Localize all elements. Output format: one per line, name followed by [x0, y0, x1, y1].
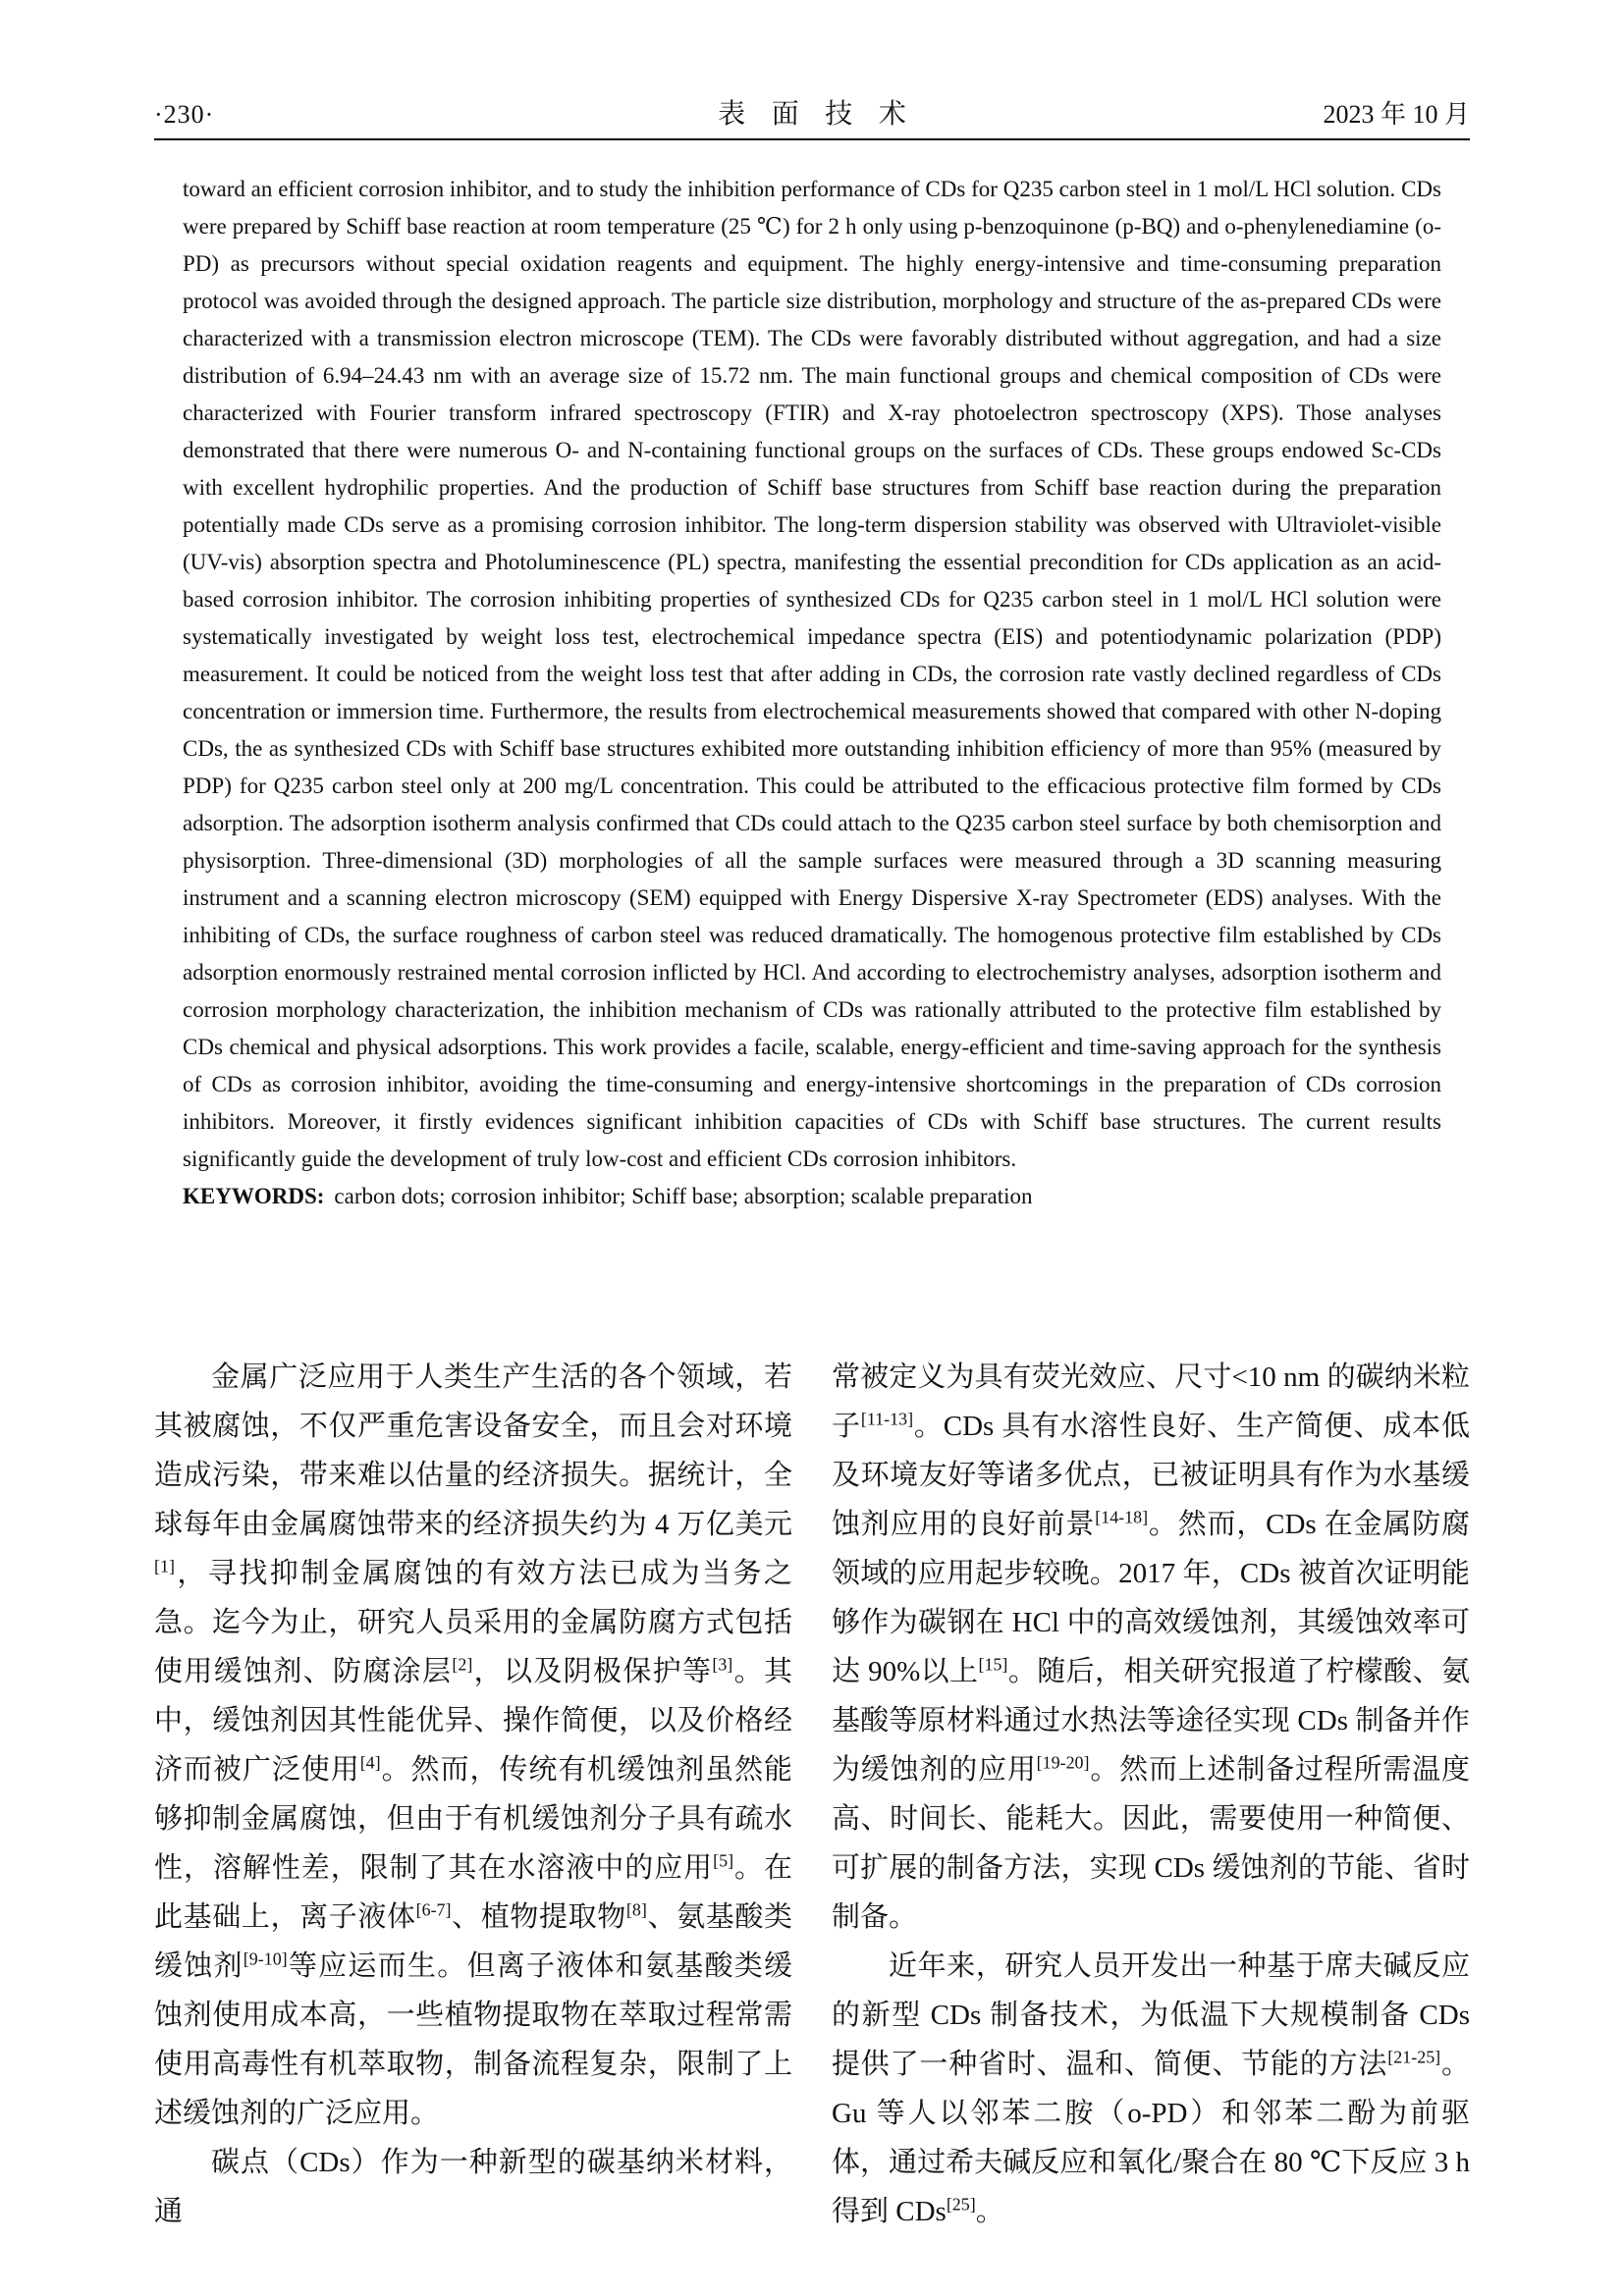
body-paragraph: 金属广泛应用于人类生产生活的各个领域，若其被腐蚀，不仅严重危害设备安全，而且会对环境造成污染，带来难以估量的经济损失。据统计，全球每年由金属腐蚀带来的经济损失约为 4 万亿美元[1]，寻找抑制金属腐蚀的有效方法已成为当务之急。迄今为止，研究人员采用的金属防腐方式包括使用缓蚀剂、防腐涂层[2]，以及阴极保护等[3]。其中，缓蚀剂因其性能优异、操作简便，以及价格经济而被广泛使用[4]。然而，传统有机缓蚀剂虽然能够抑制金属腐蚀，但由于有机缓蚀剂分子具有疏水性，溶解性差，限制了其在水溶液中的应用[5]。在此基础上，离子液体[6-7]、植物提取物[8]、氨基酸类缓蚀剂[9-10]等应运而生。但离子液体和氨基酸类缓蚀剂使用成本高，一些植物提取物在萃取过程常需使用高毒性有机萃取物，制备流程复杂，限制了上述缓蚀剂的广泛应用。	[154, 1362, 792, 2129]
header-rule	[154, 138, 1470, 140]
citation-ref: [25]	[946, 2194, 976, 2215]
citation-ref: [19-20]	[1036, 1752, 1090, 1773]
citation-ref: [3]	[712, 1654, 733, 1675]
citation-ref: [5]	[713, 1850, 734, 1871]
body-paragraph: 近年来，研究人员开发出一种基于席夫碱反应的新型 CDs 制备技术，为低温下大规模制备 CDs 提供了一种省时、温和、简便、节能的方法[21-25]。Gu 等人以邻苯二胺（o-PD）和邻苯二酚为前驱体，通过希夫碱反应和氧化/聚合在 80 ℃下反应 3 h 得到 CDs[25]。	[832, 1950, 1470, 2227]
keywords-text: carbon dots; corrosion inhibitor; Schiff base; absorption; scalable preparation	[334, 1184, 1033, 1208]
abstract-text: toward an efficient corrosion inhibitor, and to study the inhibition performance of CDs for Q235 carbon steel in 1 mol/L HCl solution. CDs were prepared by Schiff base reaction at room temperature (25 ℃) for 2 h only using p-benzoquinone (p-BQ) and o-phenylenediamine (o-PD) as precursors without special oxidation reagents and equipment. The highly energy-intensive and time-consuming preparation protocol was avoided through the designed approach. The particle size distribution, morphology and structure of the as-prepared CDs were characterized with a transmission electron microscope (TEM). The CDs were favorably distributed without aggregation, and had a size distribution of 6.94–24.43 nm with an average size of 15.72 nm. The main functional groups and chemical composition of CDs were characterized with Fourier transform infrared spectroscopy (FTIR) and X-ray photoelectron spectroscopy (XPS). Those analyses demonstrated that there were numerous O- and N-containing functional groups on the surfaces of CDs. These groups endowed Sc-CDs with excellent hydrophilic properties. And the production of Schiff base structures from Schiff base reaction during the preparation potentially made CDs serve as a promising corrosion inhibitor. The long-term dispersion stability was observed with Ultraviolet-visible (UV-vis) absorption spectra and Photoluminescence (PL) spectra, manifesting the essential precondition for CDs application as an acid-based corrosion inhibitor. The corrosion inhibiting properties of synthesized CDs for Q235 carbon steel in 1 mol/L HCl solution were systematically investigated by weight loss test, electrochemical impedance spectra (EIS) and potentiodynamic polarization (PDP) measurement. It could be noticed from the weight loss test that after adding in CDs, the corrosion rate vastly declined regardless of CDs concentration or immersion time. Furthermore, the results from electrochemical measurements showed that compared with other N-doping CDs, the as synthesized CDs with Schiff base structures exhibited more outstanding inhibition efficiency of more than 95% (measured by PDP) for Q235 carbon steel only at 200 mg/L concentration. This could be attributed to the efficacious protective film formed by CDs adsorption. The adsorption isotherm analysis confirmed that CDs could attach to the Q235 carbon steel surface by both chemisorption and physisorption. Three-dimensional (3D) morphologies of all the sample surfaces were measured through a 3D scanning measuring instrument and a scanning electron microscopy (SEM) equipped with Energy Dispersive X-ray Spectrometer (EDS) analyses. With the inhibiting of CDs, the surface roughness of carbon steel was reduced dramatically. The homogenous protective film established by CDs adsorption enormously restrained mental corrosion inflicted by HCl. And according to electrochemistry analyses, adsorption isotherm and corrosion morphology characterization, the inhibition mechanism of CDs was rationally attributed to the protective film established by CDs chemical and physical adsorptions. This work provides a facile, scalable, energy-efficient and time-saving approach for the synthesis of CDs as corrosion inhibitor, avoiding the time-consuming and energy-intensive shortcomings in the preparation of CDs corrosion inhibitors. Moreover, it firstly evidences significant inhibition capacities of CDs with Schiff base structures. The current results significantly guide the development of truly low-cost and efficient CDs corrosion inhibitors.	[183, 177, 1441, 1171]
abstract-section	[183, 171, 1441, 1215]
body-text	[154, 1353, 1470, 2236]
body-paragraph: 碳点（CDs）作为一种新型的碳基纳米材料，通	[154, 2147, 792, 2227]
citation-ref: [14-18]	[1095, 1507, 1149, 1527]
body-paragraph: 常被定义为具有荧光效应、尺寸<10 nm 的碳纳米粒子[11-13]。CDs 具有水溶性良好、生产简便、成本低及环境友好等诸多优点，已被证明具有作为水基缓蚀剂应用的良好前景[14-18]。然而，CDs 在金属防腐领域的应用起步较晚。2017 年，CDs 被首次证明能够作为碳钢在 HCl 中的高效缓蚀剂，其缓蚀效率可达 90%以上[15]。随后，相关研究报道了柠檬酸、氨基酸等原材料通过水热法等途径实现 CDs 制备并作为缓蚀剂的应用[19-20]。然而上述制备过程所需温度高、时间长、能耗大。因此，需要使用一种简便、可扩展的制备方法，实现 CDs 缓蚀剂的节能、省时制备。	[832, 1362, 1470, 1933]
page-header	[154, 92, 1470, 132]
right-column	[832, 1353, 1470, 2236]
citation-ref: [15]	[978, 1654, 1008, 1675]
citation-ref: [6-7]	[415, 1899, 452, 1920]
citation-ref: [1]	[154, 1556, 175, 1576]
journal-title: 表面技术	[718, 99, 933, 130]
citation-ref: [11-13]	[860, 1409, 914, 1429]
citation-ref: [21-25]	[1387, 2047, 1441, 2067]
keywords-label: KEYWORDS:	[183, 1184, 325, 1208]
left-column	[154, 1353, 792, 2236]
citation-ref: [4]	[359, 1752, 381, 1773]
page-number: ·230·	[154, 100, 215, 129]
citation-ref: [8]	[625, 1899, 647, 1920]
issue-date: 2023 年 10 月	[1323, 100, 1470, 129]
citation-ref: [2]	[452, 1654, 473, 1675]
keywords-line	[183, 1178, 1441, 1215]
citation-ref: [9-10]	[243, 1949, 288, 1969]
